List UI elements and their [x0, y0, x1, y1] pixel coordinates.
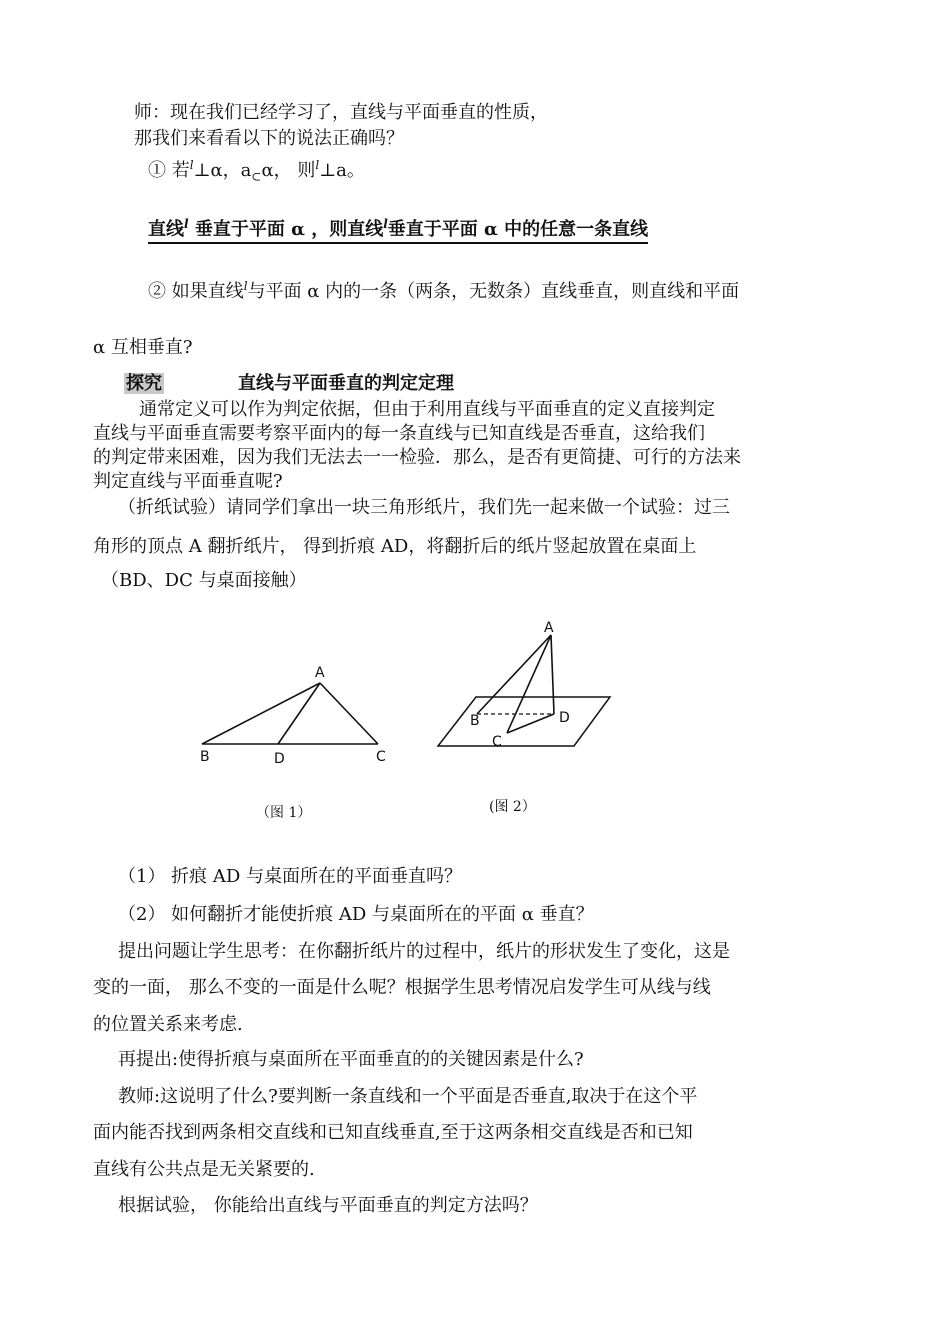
explore-heading: [124, 372, 164, 396]
var-l: l: [243, 279, 248, 293]
label-b: B: [470, 713, 480, 729]
question-list-item-2: （2） 如何翻折才能使折痕 AD 与桌面所在的平面 α 垂直？: [118, 904, 594, 925]
para3-line-3: 的位置关系来考虑.: [93, 1014, 243, 1035]
para6: 根据试验， 你能给出直线与平面垂直的判定方法吗？: [118, 1195, 538, 1216]
para2-line-2: 角形的顶点 A 翻折纸片， 得到折痕 AD，将翻折后的纸片竖起放置在桌面上: [93, 536, 697, 557]
answer-1-part-3: 垂直于平面 α 中的任意一条直线: [387, 219, 649, 240]
intro-line-2: 那我们来看看以下的说法正确吗？: [134, 128, 404, 149]
figure-1-triangle: [190, 655, 400, 775]
label-c: C: [492, 734, 502, 750]
para1-line-1: 通常定义可以作为判定依据，但由于利用直线与平面垂直的定义直接判定: [139, 399, 715, 420]
question-2: [148, 274, 739, 304]
intro-line-1: 师：现在我们已经学习了，直线与平面垂直的性质，: [134, 102, 548, 123]
para2-line-3: （BD、DC 与桌面接触）: [101, 570, 307, 591]
q1-part-3: α， 则: [261, 160, 316, 181]
para5-line-2: 面内能否找到两条相交直线和已知直线垂直,至于这两条相交直线是否和已知: [93, 1122, 693, 1143]
para5-line-3: 直线有公共点是无关紧要的.: [93, 1159, 315, 1180]
q1-part-4: ⊥a。: [319, 160, 365, 181]
edge-ab: [477, 635, 551, 714]
q2-part-2: 与平面 α 内的一条（两条，无数条）直线垂直，则直线和平面: [247, 281, 740, 302]
var-l: l: [383, 217, 388, 231]
explore-title: 直线与平面垂直的判定定理: [238, 373, 454, 394]
label-b: B: [200, 749, 210, 765]
answer-1: [148, 212, 648, 242]
question-list-item-1: （1） 折痕 AD 与桌面所在的平面垂直吗？: [118, 866, 463, 887]
answer-1-part-1: 直线: [148, 219, 184, 240]
answer-1-part-2: 垂直于平面 α ，则直线: [188, 219, 384, 240]
para3-line-1: 提出问题让学生思考：在你翻折纸片的过程中，纸片的形状发生了变化，这是: [118, 941, 730, 962]
question-2-line-2: α 互相垂直?: [93, 337, 193, 358]
para2-line-1: （折纸试验）请同学们拿出一块三角形纸片，我们先一起来做一个试验：过三: [118, 497, 730, 518]
figure-2-caption: (图 2）: [489, 799, 536, 815]
para1-line-2: 直线与平面垂直需要考察平面内的每一条直线与已知直线是否垂直，这给我们: [93, 423, 705, 444]
answer-1-text: [148, 219, 648, 244]
label-c: C: [376, 749, 386, 765]
q2-part-1: ② 如果直线: [148, 281, 244, 302]
explore-tag: 探究: [126, 373, 162, 394]
para3-line-2: 变的一面， 那么不变的一面是什么呢？根据学生思考情况启发学生可从线与线: [93, 977, 711, 998]
label-a: A: [315, 665, 325, 681]
label-d: D: [559, 710, 570, 726]
label-d: D: [274, 751, 285, 767]
edge-ab: [202, 683, 320, 744]
table-plane: [438, 697, 610, 746]
para4: 再提出:使得折痕与桌面所在平面垂直的的关键因素是什么?: [118, 1049, 584, 1070]
var-l: l: [189, 158, 194, 172]
subset-symbol: ⊂: [251, 169, 262, 184]
fold-ad: [278, 683, 320, 744]
edge-ac: [320, 683, 378, 744]
var-l: l: [184, 217, 189, 231]
q1-part-1: ① 若: [148, 160, 190, 181]
para1-line-4: 判定直线与平面垂直呢?: [93, 471, 283, 492]
para1-line-3: 的判定带来困难，因为我们无法去一一检验．那么，是否有更简捷、可行的方法来: [93, 447, 741, 468]
figure-1-caption: （图 1）: [256, 805, 312, 821]
fold-ad: [551, 635, 554, 714]
para5-line-1: 教师:这说明了什么?要判断一条直线和一个平面是否垂直,取决于在这个平: [118, 1086, 698, 1107]
label-a: A: [544, 620, 554, 636]
question-1: [148, 153, 365, 189]
var-l: l: [315, 158, 320, 172]
q1-part-2: ⊥α，a: [193, 160, 252, 181]
figure-2-folded: [430, 615, 620, 755]
